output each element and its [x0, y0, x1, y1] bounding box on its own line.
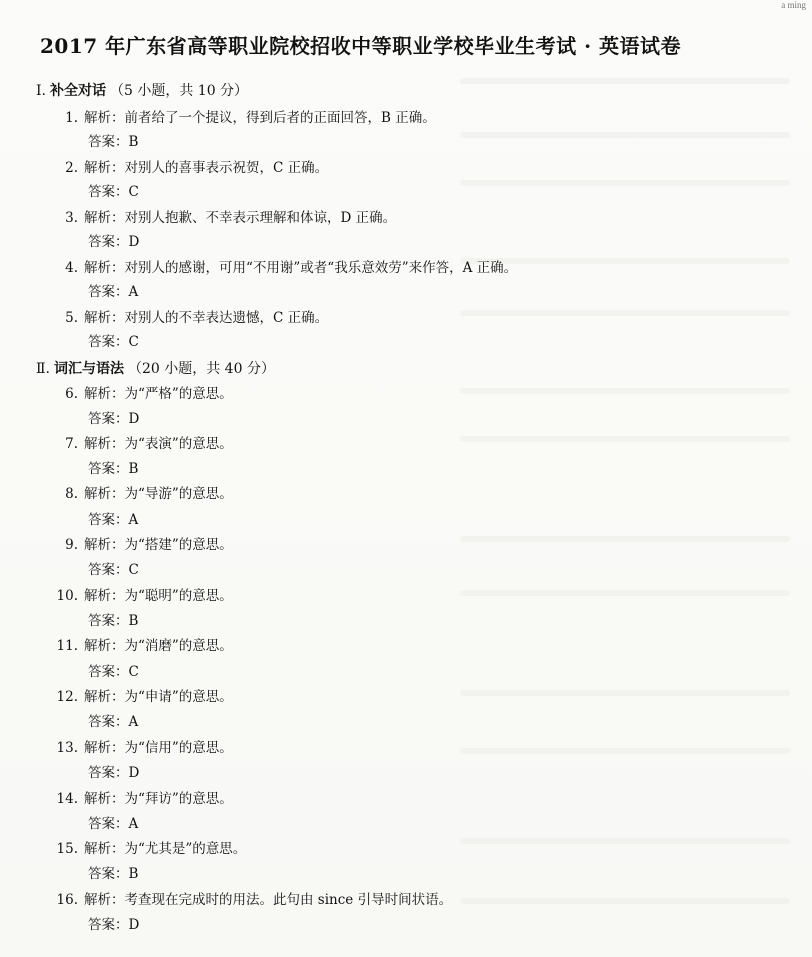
question-number: 8. — [65, 486, 78, 502]
explanation-text: 解析：为“表演”的意思。 — [84, 436, 233, 452]
explanation-text: 解析：为“严格”的意思。 — [84, 386, 233, 402]
question-number: 13. — [56, 740, 78, 756]
explanation-line — [52, 256, 517, 276]
explanation-text: 解析：为“信用”的意思。 — [84, 740, 233, 756]
answer-label: 答案： — [88, 917, 129, 933]
answer-label: 答案： — [88, 411, 129, 427]
explanation-text: 解析：为“尤其是”的意思。 — [84, 841, 247, 857]
answer-value: B — [128, 613, 139, 629]
section-number: Ⅱ. — [36, 361, 50, 377]
answer-value: A — [128, 714, 139, 730]
question-number: 6. — [65, 386, 78, 402]
bleed-through-line — [460, 310, 790, 316]
explanation-line — [52, 206, 396, 226]
answer-line — [88, 280, 138, 300]
answer-line — [88, 862, 138, 882]
question-number: 14. — [56, 791, 78, 807]
answer-line — [88, 761, 139, 781]
bleed-through-line — [460, 898, 790, 904]
question-number: 1. — [65, 110, 78, 126]
answer-value: D — [128, 411, 140, 427]
question-number: 5. — [65, 310, 78, 326]
answer-value: A — [128, 816, 139, 832]
answer-line — [88, 407, 139, 427]
explanation-text: 解析：为“消磨”的意思。 — [84, 638, 233, 654]
answer-line — [88, 812, 138, 832]
explanation-text: 解析：对别人的感谢，可用“不用谢”或者“我乐意效劳”来作答，A 正确。 — [84, 260, 518, 276]
bleed-through-line — [460, 78, 790, 84]
answer-line — [88, 330, 139, 350]
answer-value: C — [128, 184, 139, 200]
explanation-line — [52, 432, 233, 452]
explanation-line — [52, 634, 233, 654]
question-number: 10. — [56, 588, 78, 604]
answer-label: 答案： — [88, 284, 129, 300]
answer-value: C — [128, 664, 139, 680]
explanation-line — [52, 685, 233, 705]
explanation-text: 解析：为“导游”的意思。 — [84, 486, 233, 502]
answer-value: A — [128, 512, 139, 528]
question-number: 9. — [65, 537, 78, 553]
answer-label: 答案： — [88, 664, 129, 680]
explanation-line — [52, 156, 328, 176]
bleed-through-line — [460, 436, 790, 442]
answer-value: D — [128, 234, 140, 250]
answer-line — [88, 457, 138, 477]
question-number: 15. — [56, 841, 78, 857]
explanation-line — [52, 106, 436, 126]
bleed-through-line — [460, 180, 790, 186]
explanation-text: 解析：为“申请”的意思。 — [84, 689, 233, 705]
answer-label: 答案： — [88, 714, 129, 730]
answer-line — [88, 913, 139, 933]
answer-value: B — [128, 134, 139, 150]
explanation-text: 解析：前者给了一个提议，得到后者的正面回答，B 正确。 — [84, 110, 436, 126]
explanation-line — [52, 888, 452, 908]
explanation-text: 解析：为“拜访”的意思。 — [84, 791, 233, 807]
bleed-through-line — [460, 536, 790, 542]
answer-label: 答案： — [88, 234, 129, 250]
section-meta: （20 小题，共 40 分） — [127, 361, 275, 377]
answer-line — [88, 609, 138, 629]
answer-line — [88, 710, 138, 730]
answer-line — [88, 660, 139, 680]
explanation-text: 解析：对别人的不幸表达遗憾，C 正确。 — [84, 310, 329, 326]
corner-mark: a ming — [781, 0, 806, 10]
answer-value: D — [128, 765, 140, 781]
answer-line — [88, 558, 139, 578]
answer-label: 答案： — [88, 461, 129, 477]
answer-value: B — [128, 461, 139, 477]
bleed-through-line — [460, 388, 790, 394]
section-heading-2 — [36, 358, 275, 378]
explanation-line — [52, 482, 233, 502]
answer-label: 答案： — [88, 613, 129, 629]
section-name: 词汇与语法 — [53, 361, 124, 377]
question-number: 16. — [56, 892, 78, 908]
answer-value: C — [128, 562, 139, 578]
explanation-line — [52, 837, 246, 857]
explanation-text: 解析：对别人的喜事表示祝贺，C 正确。 — [84, 160, 329, 176]
page-title: 2017 年广东省高等职业院校招收中等职业学校毕业生考试 · 英语试卷 — [40, 34, 682, 58]
answer-value: B — [128, 866, 139, 882]
explanation-text: 解析：为“聪明”的意思。 — [84, 588, 233, 604]
section-heading-1 — [36, 80, 248, 100]
answer-label: 答案： — [88, 334, 129, 350]
question-number: 4. — [65, 260, 78, 276]
section-meta: （5 小题，共 10 分） — [109, 83, 249, 99]
bleed-through-line — [460, 132, 790, 138]
question-number: 3. — [65, 210, 78, 226]
question-number: 11. — [56, 638, 78, 654]
question-number: 12. — [56, 689, 78, 705]
explanation-line — [52, 306, 328, 326]
section-number: Ⅰ. — [36, 83, 46, 99]
explanation-line — [52, 533, 233, 553]
section-name: 补全对话 — [49, 83, 106, 99]
explanation-text: 解析：对别人抱歉、不幸表示理解和体谅，D 正确。 — [84, 210, 397, 226]
answer-line — [88, 230, 139, 250]
answer-label: 答案： — [88, 512, 129, 528]
answer-line — [88, 508, 138, 528]
bleed-through-line — [460, 748, 790, 754]
question-number: 2. — [65, 160, 78, 176]
answer-line — [88, 130, 138, 150]
bleed-through-line — [460, 590, 790, 596]
explanation-text: 解析：为“搭建”的意思。 — [84, 537, 233, 553]
answer-line — [88, 180, 139, 200]
answer-label: 答案： — [88, 866, 129, 882]
question-number: 7. — [65, 436, 78, 452]
explanation-text: 解析：考查现在完成时的用法。此句由 since 引导时间状语。 — [84, 892, 453, 908]
answer-label: 答案： — [88, 765, 129, 781]
bleed-through-line — [460, 838, 790, 844]
answer-value: D — [128, 917, 140, 933]
answer-label: 答案： — [88, 134, 129, 150]
explanation-line — [52, 584, 233, 604]
explanation-line — [52, 787, 233, 807]
answer-value: C — [128, 334, 139, 350]
answer-label: 答案： — [88, 562, 129, 578]
answer-label: 答案： — [88, 816, 129, 832]
answer-label: 答案： — [88, 184, 129, 200]
explanation-line — [52, 382, 233, 402]
explanation-line — [52, 736, 233, 756]
answer-value: A — [128, 284, 139, 300]
bleed-through-line — [460, 690, 790, 696]
